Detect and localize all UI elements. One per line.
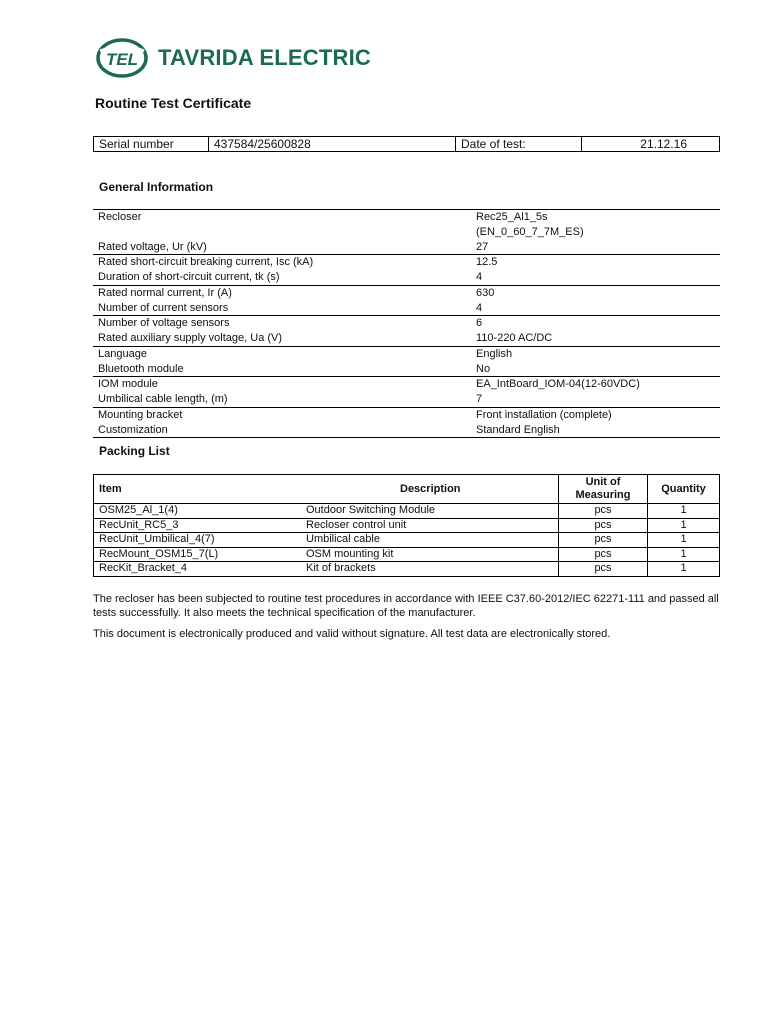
packing-item: RecMount_OSM15_7(L) <box>94 547 302 562</box>
packing-item: RecUnit_RC5_3 <box>94 518 302 533</box>
packing-list-table <box>93 474 720 577</box>
table-row <box>93 301 720 316</box>
table-row <box>93 255 720 270</box>
electronic-note: This document is electronically produced and valid without signature. All test data are electronically stored. <box>93 628 611 640</box>
general-value: 27 <box>476 240 489 253</box>
packing-quantity: 1 <box>648 504 720 519</box>
table-row <box>93 270 720 285</box>
packing-header-row <box>94 475 720 504</box>
table-row <box>93 346 720 361</box>
logo-mark-text: TEL <box>105 50 139 69</box>
table-row <box>93 423 720 438</box>
table-row <box>94 562 720 577</box>
general-label: Number of current sensors <box>98 301 229 314</box>
table-row <box>94 533 720 548</box>
table-row <box>94 518 720 533</box>
general-heading: General Information <box>99 180 214 194</box>
general-value: Standard English <box>471 423 720 438</box>
table-row <box>93 285 720 300</box>
general-label: Umbilical cable length, (m) <box>98 393 228 405</box>
general-value: Rec25_Al1_5s <box>471 210 720 225</box>
general-label: Language <box>93 346 471 361</box>
table-row <box>93 392 720 407</box>
packing-unit: pcs <box>559 518 648 533</box>
general-value: No <box>476 362 491 375</box>
serial-row <box>94 137 720 152</box>
date-value: 21.12.16 <box>582 137 720 152</box>
packing-item: RecKit_Bracket_4 <box>94 562 302 577</box>
table-row <box>94 504 720 519</box>
packing-quantity: 1 <box>648 562 720 577</box>
general-value: 110-220 AC/DC <box>476 332 553 344</box>
general-label <box>93 225 471 240</box>
general-label: Number of voltage sensors <box>93 316 471 331</box>
table-row <box>93 210 720 225</box>
general-label: Rated short-circuit breaking current, Isc (kA) <box>93 255 471 270</box>
packing-unit: pcs <box>559 562 648 577</box>
general-value: 12.5 <box>471 255 720 270</box>
page-title: Routine Test Certificate <box>95 95 252 111</box>
packing-unit: pcs <box>559 504 648 519</box>
table-row <box>93 225 720 240</box>
description-column-header: Description <box>400 482 461 495</box>
general-label: Recloser <box>93 210 471 225</box>
general-label: Bluetooth module <box>98 362 184 375</box>
general-label: Rated normal current, Ir (A) <box>93 285 471 300</box>
general-value: 630 <box>471 285 720 300</box>
general-value: English <box>471 346 720 361</box>
table-row <box>94 547 720 562</box>
compliance-note: The recloser has been subjected to routine test procedures in accordance with IEEE C37.60-2012/IEC 62271-111 and passed all tests successfully. It also meets the technical specification of the manufacturer. <box>93 593 719 619</box>
packing-quantity: 1 <box>648 547 720 562</box>
packing-item: RecUnit_Umbilical_4(7) <box>94 533 302 548</box>
serial-label: Serial number <box>94 137 209 152</box>
general-value: 6 <box>471 316 720 331</box>
table-row <box>93 377 720 392</box>
general-label: Duration of short-circuit current, tk (s) <box>98 271 280 283</box>
general-value: 4 <box>476 301 483 314</box>
general-value: 4 <box>476 271 483 283</box>
packing-quantity: 1 <box>648 533 720 548</box>
packing-unit: pcs <box>559 547 648 562</box>
serial-value: 437584/25600828 <box>209 137 456 152</box>
table-row <box>93 316 720 331</box>
packing-item: OSM25_Al_1(4) <box>94 504 302 519</box>
table-row <box>93 407 720 422</box>
serial-table <box>93 136 720 152</box>
general-label: Customization <box>93 423 471 438</box>
packing-description: OSM mounting kit <box>301 547 559 562</box>
table-row <box>93 240 720 255</box>
table-row <box>93 362 720 377</box>
quantity-column-header: Quantity <box>648 475 720 504</box>
table-row <box>93 331 720 346</box>
packing-description: Kit of brackets <box>301 562 559 577</box>
item-description-header <box>94 475 559 504</box>
tel-logo-icon <box>96 38 148 78</box>
packing-description: Recloser control unit <box>301 518 559 533</box>
packing-quantity: 1 <box>648 518 720 533</box>
general-value: 7 <box>476 393 483 405</box>
general-value: EA_IntBoard_IOM-04(12-60VDC) <box>471 377 720 392</box>
packing-heading: Packing List <box>99 444 170 458</box>
general-label: IOM module <box>93 377 471 392</box>
packing-unit: pcs <box>559 533 648 548</box>
packing-description: Outdoor Switching Module <box>301 504 559 519</box>
company-logo <box>96 38 371 78</box>
general-label: Mounting bracket <box>93 407 471 422</box>
packing-description: Umbilical cable <box>301 533 559 548</box>
general-label: Rated voltage, Ur (kV) <box>98 240 207 253</box>
date-label: Date of test: <box>456 137 582 152</box>
brand-name: TAVRIDA ELECTRIC <box>158 45 372 70</box>
item-column-header: Item <box>99 482 122 495</box>
general-label: Rated auxiliary supply voltage, Ua (V) <box>98 332 283 344</box>
general-value: Front installation (complete) <box>471 407 720 422</box>
general-info-table <box>93 209 720 438</box>
unit-column-header: Unit of Measuring <box>559 475 648 504</box>
general-value: (EN_0_60_7_7M_ES) <box>476 225 584 238</box>
